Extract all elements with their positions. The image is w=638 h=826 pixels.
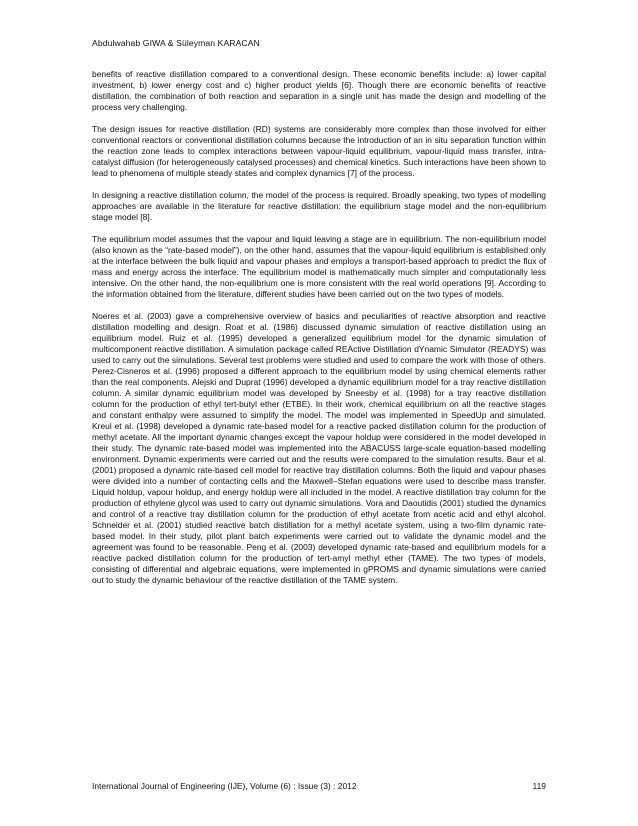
paragraph: Noeres et al. (2003) gave a comprehensive overview of basics and peculiarities of reactive absorption and reactive distillation modelling and design. Roat et al. (1986) discussed dynamic simulation of reactive distillation using an equilibrium model. Ruiz et al. (1995) developed a generalized equilibrium model for the dynamic simulation of multicomponent reactive distillation. A simulation package called REActive Distillation dYnamic Simulator (READYS) was used to carry out the simulations. Several test problems were studied and used to compare the work with those of others. Perez-Cisneros et al. (1996) proposed a different approach to the equilibrium model by using chemical elements rather than the real components. Alejski and Duprat (1996) developed a dynamic equilibrium model for a tray reactive distillation column. A similar dynamic equilibrium model was developed by Sneesby et al. (1998) for a tray reactive distillation column for the production of ethyl tert-butyl ether (ETBE). In their work, chemical equilibrium on all the reactive stages and constant enthalpy were assumed to simplify the model. The model was implemented in SpeedUp and simulated. Kreul et al. (1998) developed a dynamic rate-based model for a reactive packed distillation column for the production of methyl acetate. All the important dynamic changes except the vapour holdup were considered in the model developed in their study. The dynamic rate-based model was implemented into the ABACUSS large-scale equation-based modelling environment. Dynamic experiments were carried out and the results were compared to the simulation results. Baur et al. (2001) proposed a dynamic rate-based cell model for reactive tray distillation columns. Both the liquid and vapour phases were divided into a number of contacting cells and the Maxwell–Stefan equations were used to describe mass transfer. Liquid holdup, vapour holdup, and energy holdup were all included in the model. A reactive distillation tray column for the production of ethylene glycol was used to carry out dynamic simulations. Vora and Daoutidis (2001) studied the dynamics and control of a reactive tray distillation column for the production of ethyl acetate from acetic acid and ethyl alcohol. Schneider et al. (2001) studied reactive batch distillation for a methyl acetate system, using a two-film dynamic rate-based model. In their study, pilot plant batch experiments were carried out to validate the dynamic model and the agreement was found to be reasonable. Peng et al. (2003) developed dynamic rate-based and equilibrium models for a reactive packed distillation column for the production of tert-amyl methyl ether (TAME). The two types of models, consisting of differential and algebraic equations, were implemented in gPROMS and dynamic simulations were carried out to study the dynamic behaviour of the reactive distillation of the TAME system.: [92, 311, 546, 585]
page-footer: [92, 781, 546, 791]
paragraph: benefits of reactive distillation compared to a conventional design. These economic benefits include: a) lower capital investment, b) lower energy cost and c) higher product yields [6]. Though there are economic benefits of reactive distillation, the combination of both reaction and separation in a single unit has made the design and modelling of the process very challenging.: [92, 69, 546, 112]
body-text: [92, 69, 546, 597]
paragraph: In designing a reactive distillation column, the model of the process is required. Broadly speaking, two types of modelling approaches are available in the literature for reactive distillation: the equilibrium stage model and the non-equilibrium stage model [8].: [92, 190, 546, 222]
paragraph: The design issues for reactive distillation (RD) systems are considerably more complex than those involved for either conventional reactors or conventional distillation columns because the introduction of an in situ separation function within the reaction zone leads to complex interactions between vapour-liquid equilibrium, vapour-liquid mass transfer, intra-catalyst diffusion (for heterogeneously catalysed processes) and chemical kinetics. Such interactions have been shown to lead to phenomena of multiple steady states and complex dynamics [7] of the process.: [92, 124, 546, 178]
journal-citation: International Journal of Engineering (IJE), Volume (6) : Issue (3) : 2012: [92, 781, 357, 791]
page-number: 119: [532, 781, 546, 791]
paragraph: The equilibrium model assumes that the vapour and liquid leaving a stage are in equilibrium. The non-equilibrium model (also known as the “rate-based model”), on the other hand, assumes that the vapour-liquid equilibrium is established only at the interface between the bulk liquid and vapour phases and employs a transport-based approach to predict the flux of mass and energy across the interface. The equilibrium model is mathematically much simpler and computationally less intensive. On the other hand, the non-equilibrium one is more consistent with the real world operations [9]. According to the information obtained from the literature, different studies have been carried out on the two types of models.: [92, 234, 546, 299]
running-header: Abdulwahab GIWA & Süleyman KARACAN: [92, 38, 260, 48]
